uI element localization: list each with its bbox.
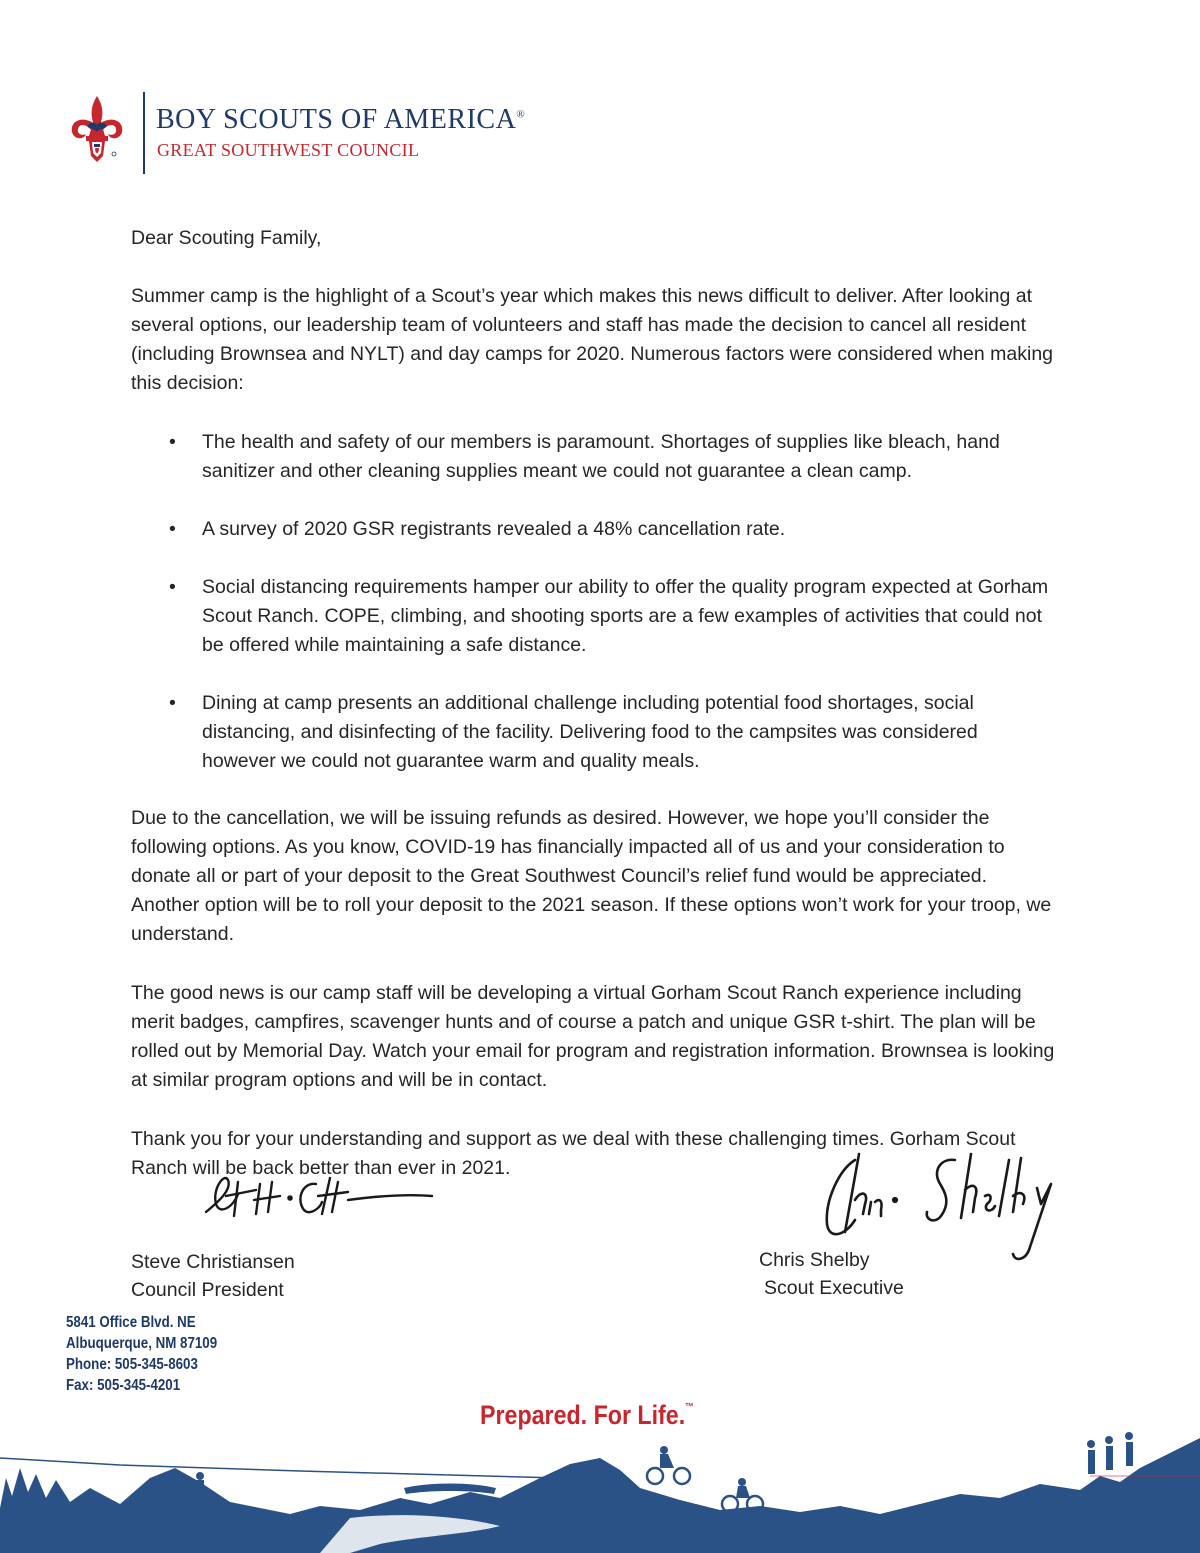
bullet-icon: • [169, 692, 176, 714]
footer-landscape-illustration [0, 1418, 1200, 1553]
letter-body [131, 224, 1056, 1183]
bsa-fleur-de-lis-logo [62, 92, 132, 172]
address-phone: Phone: 505-345-8603 [66, 1356, 198, 1373]
factors-list [131, 428, 1056, 776]
council-name: GREAT SOUTHWEST COUNCIL [157, 140, 420, 160]
salutation: Dear Scouting Family, [131, 227, 322, 249]
letterhead-divider [143, 92, 145, 174]
address-fax: Fax: 505-345-4201 [66, 1377, 181, 1394]
signer-title: Scout Executive [764, 1277, 904, 1299]
motto: Prepared. For Life.™ [480, 1400, 694, 1430]
signature-steve-christiansen [198, 1160, 438, 1240]
bullet-icon: • [169, 431, 176, 453]
signer-name: Steve Christiansen [131, 1251, 295, 1273]
organization-name: BOY SCOUTS OF AMERICA® [156, 104, 526, 135]
good-news-paragraph: The good news is our camp staff will be developing a virtual Gorham Scout Ranch experience including merit badges, campfires, scavenger hunts and of course a patch and unique GSR t-shirt. The plan will be rolled out by Memorial Day. Watch your email for program and registration information. Brownsea is looking at similar program options and will be in contact. [131, 982, 1055, 1091]
list-item: • Social distancing requirements hamper our ability to offer the quality program expected at Gorham Scout Ranch. COPE, climbing, and shooting sports are a few examples of activities that could not be offered while maintaining a safe distance. [131, 573, 1056, 660]
signer-steve [131, 1248, 295, 1304]
intro-paragraph: Summer camp is the highlight of a Scout’s year which makes this news difficult to deliver. After looking at several options, our leadership team of volunteers and staff has made the decision to cancel all resident (including Brownsea and NYLT) and day camps for 2020. Numerous factors were considered when making this decision: [131, 285, 1054, 394]
signer-chris [759, 1246, 904, 1302]
signer-name: Chris Shelby [759, 1249, 870, 1271]
address-city: Albuquerque, NM 87109 [66, 1335, 218, 1352]
bullet-icon: • [169, 518, 176, 540]
list-item: • The health and safety of our members is paramount. Shortages of supplies like bleach, hand sanitizer and other cleaning supplies meant we could not guarantee a clean camp. [131, 428, 1056, 486]
closing-paragraph: Thank you for your understanding and support as we deal with these challenging times. Gorham Scout Ranch will be back better than ever in 2021. [131, 1128, 1016, 1179]
bullet-icon: • [169, 576, 176, 598]
council-address [66, 1312, 242, 1396]
address-street: 5841 Office Blvd. NE [66, 1314, 196, 1331]
refunds-paragraph: Due to the cancellation, we will be issuing refunds as desired. However, we hope you’ll consider the following options. As you know, COVID-19 has financially impacted all of us and your consideration to donate all or part of your deposit to the Great Southwest Council’s relief fund would be appreciated. Another option will be to roll your deposit to the 2021 season. If these options won’t work for your troop, we understand. [131, 807, 1052, 945]
signer-title: Council President [131, 1279, 284, 1301]
list-item: • A survey of 2020 GSR registrants revealed a 48% cancellation rate. [131, 515, 1056, 544]
list-item: • Dining at camp presents an additional challenge including potential food shortages, social distancing, and disinfecting of the facility. Delivering food to the campsites was considered however we could not guarantee warm and quality meals. [131, 689, 1056, 776]
